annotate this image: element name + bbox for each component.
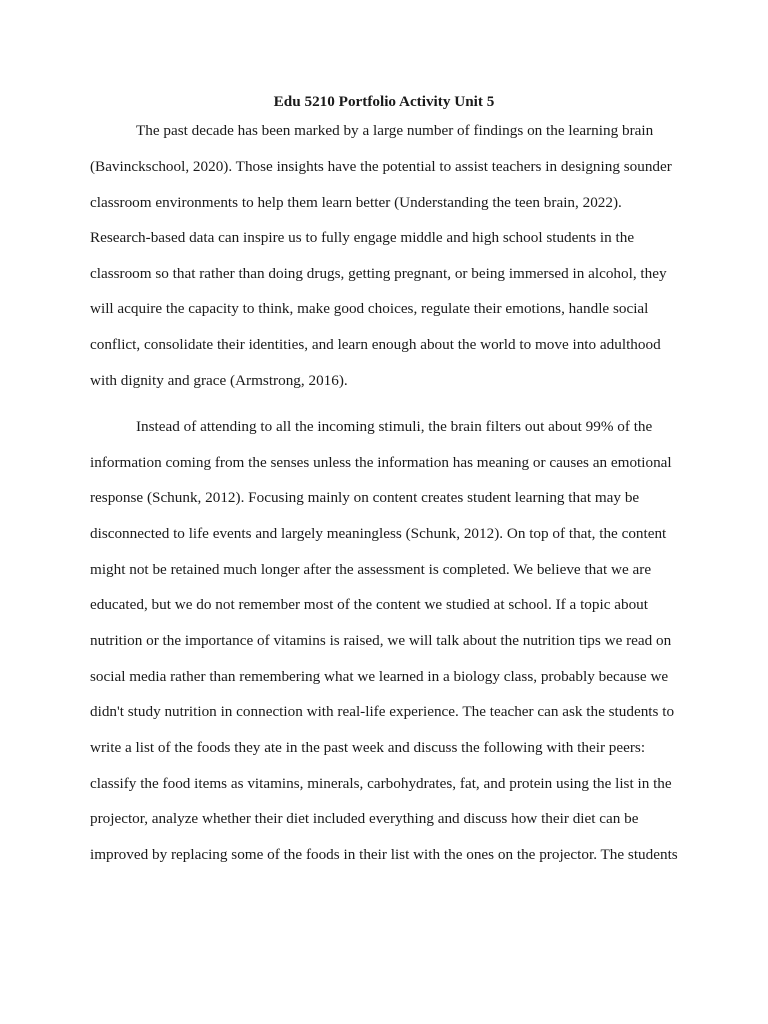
text-line: projector, analyze whether their diet included everything and discuss how their diet can be — [90, 810, 639, 827]
text-line: Instead of attending to all the incoming stimuli, the brain filters out about 99% of the — [136, 418, 653, 435]
text-line: classroom environments to help them learn better (Understanding the teen brain, 2022). — [90, 194, 622, 211]
text-line: will acquire the capacity to think, make good choices, regulate their emotions, handle social — [90, 300, 649, 317]
text-line: didn't study nutrition in connection with real-life experience. The teacher can ask the students to — [90, 703, 675, 720]
text-line: information coming from the senses unless the information has meaning or causes an emotional — [90, 454, 672, 471]
text-line: classify the food items as vitamins, minerals, carbohydrates, fat, and protein using the list in the — [90, 775, 672, 792]
text-line: The past decade has been marked by a large number of findings on the learning brain — [136, 122, 654, 139]
text-line: (Bavinckschool, 2020). Those insights have the potential to assist teachers in designing sounder — [90, 158, 672, 175]
text-line: classroom so that rather than doing drugs, getting pregnant, or being immersed in alcohol, they — [90, 265, 667, 282]
text-line: write a list of the foods they ate in the past week and discuss the following with their peers: — [90, 739, 646, 756]
text-line: educated, but we do not remember most of the content we studied at school. If a topic about — [90, 596, 648, 613]
text-line: disconnected to life events and largely meaningless (Schunk, 2012). On top of that, the content — [90, 525, 667, 542]
text-line: Research-based data can inspire us to fully engage middle and high school students in the — [90, 229, 635, 246]
text-line: with dignity and grace (Armstrong, 2016). — [90, 372, 348, 389]
document-title: Edu 5210 Portfolio Activity Unit 5 — [273, 93, 495, 110]
text-line: nutrition or the importance of vitamins is raised, we will talk about the nutrition tips we read on — [90, 632, 672, 649]
text-line: might not be retained much longer after the assessment is completed. We believe that we are — [90, 561, 652, 578]
text-line: conflict, consolidate their identities, and learn enough about the world to move into adulthood — [90, 336, 661, 353]
text-line: social media rather than remembering what we learned in a biology class, probably because we — [90, 668, 669, 685]
text-line: response (Schunk, 2012). Focusing mainly on content creates student learning that may be — [90, 489, 640, 506]
text-line: improved by replacing some of the foods in their list with the ones on the projector. The students — [90, 846, 678, 863]
